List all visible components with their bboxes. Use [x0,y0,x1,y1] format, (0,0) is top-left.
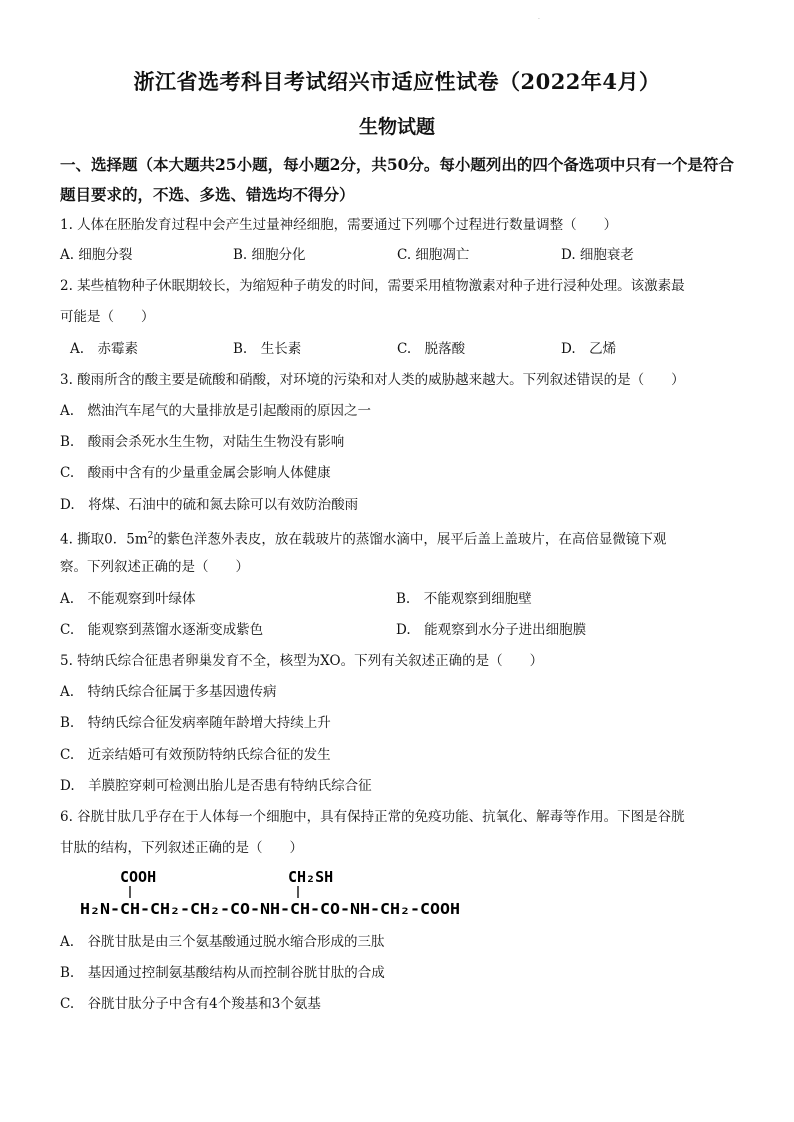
formula-svg [74,864,494,924]
section-heading: 一、选择题（本大题共25小题，每小题2分，共50分。每小题列出的四个备选项中只有一个是符合题目要求的，不选、多选、错选均不得分） [60,155,734,204]
question-1-option-c: C. 细胞凋亡 [397,247,470,263]
question-2-stem-line2: 可能是（ ） [60,309,155,325]
question-4-stem-line2: 察。下列叙述正确的是（ ） [60,559,249,575]
question-1-option-a: A. 细胞分裂 [60,247,133,263]
question-4-option-c: C. 能观察到蒸馏水逐渐变成紫色 [60,622,264,638]
question-5-option-d: D. 羊膜腔穿刺可检测出胎儿是否患有特纳氏综合征 [60,778,372,794]
question-6-option-a: A. 谷胱甘肽是由三个氨基酸通过脱水缩合形成的三肽 [60,934,385,950]
question-6-stem-line1: 6. 谷胱甘肽几乎存在于人体每一个细胞中，具有保持正常的免疫功能、抗氧化、解毒等作用。下图是谷胱 [60,809,685,825]
question-5-option-a: A. 特纳氏综合征属于多基因遗传病 [60,684,277,700]
question-3-option-d: D. 将煤、石油中的硫和氮去除可以有效防治酸雨 [60,497,359,513]
question-4-stem-part2: 的紫色洋葱外表皮，放在载玻片的蒸馏水滴中，展平后盖上盖玻片，在高倍显微镜下观 [153,531,667,548]
exam-title: 浙江省选考科目考试绍兴市适应性试卷（2022年4月） [133,69,661,94]
question-4-option-b: B. 不能观察到细胞壁 [396,591,532,607]
question-2-option-b: B. 生长素 [233,341,302,357]
question-1-stem: 1. 人体在胚胎发育过程中会产生过量神经细胞，需要通过下列哪个过程进行数量调整（ ） [60,217,618,233]
question-5-stem: 5. 特纳氏综合征患者卵巢发育不全，核型为XO。下列有关叙述正确的是（ ） [60,653,544,669]
question-3-option-a: A. 燃油汽车尾气的大量排放是引起酸雨的原因之一 [60,403,372,419]
question-6-option-c: C. 谷胱甘肽分子中含有4个羧基和3个氨基 [60,996,321,1012]
question-1-option-b: B. 细胞分化 [233,247,306,263]
formula-top-left-group: COOH [120,868,157,886]
question-4-stem-part1: 4. 撕取0．5m [60,531,148,548]
question-4-superscript: 2 [147,531,154,541]
corner-dot: · [538,16,540,23]
question-2-option-a: A. 赤霉素 [70,341,139,357]
question-5-option-c: C. 近亲结婚可有效预防特纳氏综合征的发生 [60,747,331,763]
question-5-option-b: B. 特纳氏综合征发病率随年龄增大持续上升 [60,715,331,731]
question-1-option-d: D. 细胞衰老 [561,247,634,263]
glutathione-structure-formula [74,864,494,924]
question-6-option-b: B. 基因通过控制氨基酸结构从而控制谷胱甘肽的合成 [60,965,385,981]
question-3-option-b: B. 酸雨会杀死水生生物，对陆生生物没有影响 [60,434,345,450]
question-4-option-d: D. 能观察到水分子进出细胞膜 [396,622,587,638]
exam-subtitle: 生物试题 [358,116,435,138]
question-2-option-c: C. 脱落酸 [397,341,466,357]
question-4-option-a: A. 不能观察到叶绿体 [60,591,196,607]
question-2-option-d: D. 乙烯 [561,341,617,357]
formula-top-right-group: CH₂SH [288,868,334,886]
question-6-stem-line2: 甘肽的结构，下列叙述正确的是（ ） [60,840,303,856]
question-4-stem-line1 [60,526,666,550]
question-3-option-c: C. 酸雨中含有的少量重金属会影响人体健康 [60,465,331,481]
formula-main-chain: H₂N-CH-CH₂-CH₂-CO-NH-CH-CO-NH-CH₂-COOH [80,900,460,918]
question-2-stem-line1: 2. 某些植物种子休眠期较长，为缩短种子萌发的时间，需要采用植物激素对种子进行浸种处理。该激素最 [60,278,685,294]
question-3-stem: 3. 酸雨所含的酸主要是硫酸和硝酸，对环境的污染和对人类的威胁越来越大。下列叙述错误的是（ ） [60,372,685,388]
